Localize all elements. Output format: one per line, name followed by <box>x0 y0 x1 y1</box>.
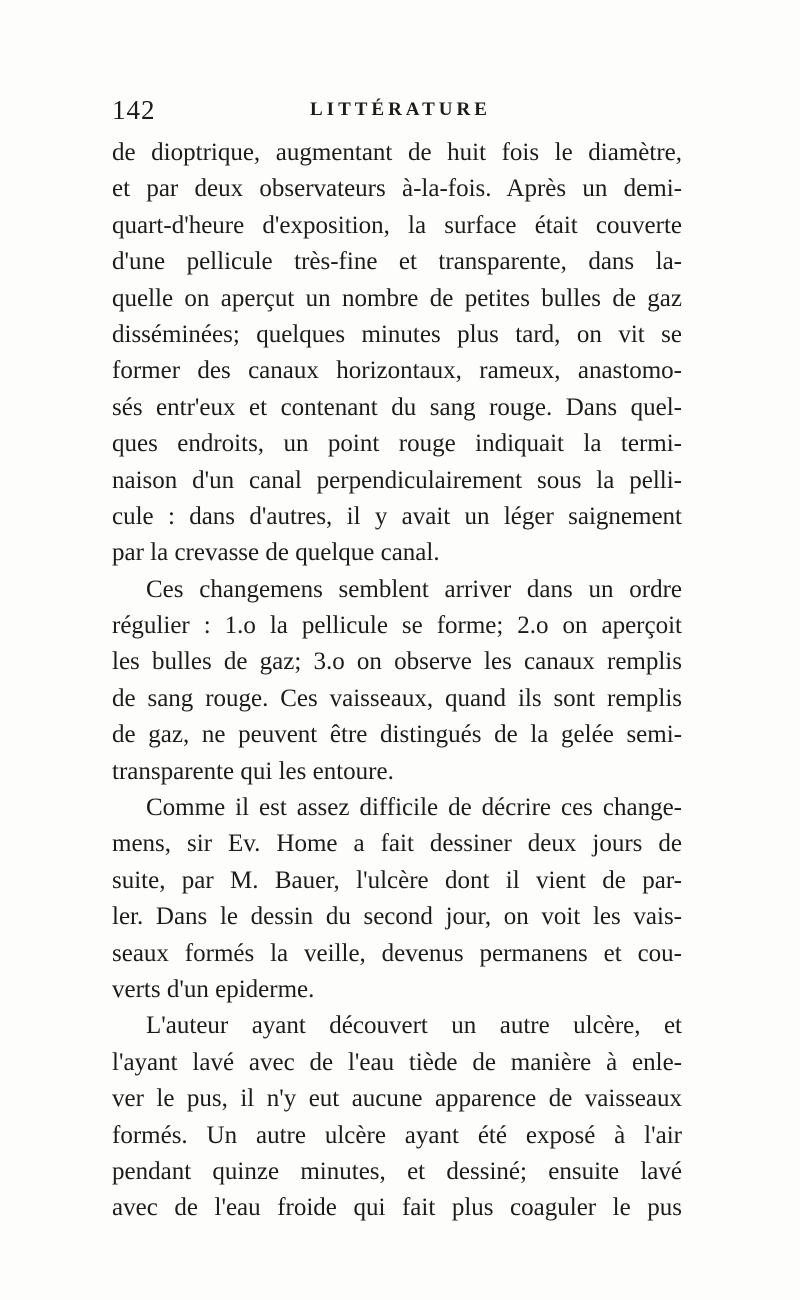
text-line: suite, par M. Bauer, l'ulcère dont il vient de par- <box>112 866 682 894</box>
page-header <box>112 95 682 125</box>
text-line: L'auteur ayant découvert un autre ulcère, et <box>146 1012 682 1040</box>
text-line: Ces changemens semblent arriver dans un ordre <box>146 575 682 603</box>
paragraph <box>112 135 682 572</box>
text-line: d'une pellicule très-fine et transparente, dans la- <box>112 248 682 276</box>
page-number: 142 <box>112 95 156 125</box>
text-line: mens, sir Ev. Home a fait dessiner deux jours de <box>112 830 682 858</box>
text-line: sés entr'eux et contenant du sang rouge. Dans quel- <box>112 393 682 421</box>
text-line: de sang rouge. Ces vaisseaux, quand ils sont remplis <box>112 684 682 712</box>
text-line: l'ayant lavé avec de l'eau tiède de manière à enle- <box>112 1048 682 1076</box>
body-text <box>112 135 682 1227</box>
text-line: seaux formés la veille, devenus permanens et cou- <box>112 939 682 967</box>
text-line: disséminées; quelques minutes plus tard, on vit se <box>112 320 682 348</box>
text-line: pendant quinze minutes, et dessiné; ensuite lavé <box>112 1157 682 1185</box>
text-line: transparente qui les entoure. <box>112 757 394 785</box>
running-head: LITTÉRATURE <box>310 99 491 120</box>
text-line: formés. Un autre ulcère ayant été exposé à l'air <box>112 1121 682 1149</box>
text-line: ver le pus, il n'y eut aucune apparence de vaisseaux <box>112 1085 682 1113</box>
text-line: les bulles de gaz; 3.o on observe les canaux remplis <box>112 648 682 676</box>
text-line: quelle on aperçut un nombre de petites bulles de gaz <box>112 284 682 312</box>
text-line: Comme il est assez difficile de décrire ces change- <box>146 794 682 822</box>
text-line: régulier : 1.o la pellicule se forme; 2.o on aperçoit <box>112 612 682 640</box>
text-line: naison d'un canal perpendiculairement sous la pelli- <box>112 466 682 494</box>
text-line: et par deux observateurs à-la-fois. Après un demi- <box>112 175 682 203</box>
text-line: cule : dans d'autres, il y avait un léger saignement <box>112 502 682 530</box>
text-line: verts d'un epiderme. <box>112 975 315 1003</box>
text-line: par la crevasse de quelque canal. <box>112 539 440 567</box>
text-line: de gaz, ne peuvent être distingués de la gelée semi- <box>112 721 682 749</box>
paragraph <box>112 1008 682 1226</box>
text-line: former des canaux horizontaux, rameux, anastomo- <box>112 357 682 385</box>
paragraph <box>112 790 682 1008</box>
text-line: de dioptrique, augmentant de huit fois le diamètre, <box>112 139 682 166</box>
text-line: quart-d'heure d'exposition, la surface était couverte <box>112 211 682 239</box>
paragraph <box>112 572 682 790</box>
text-line: ques endroits, un point rouge indiquait la termi- <box>112 430 682 458</box>
text-line: ler. Dans le dessin du second jour, on voit les vais- <box>112 903 682 931</box>
text-line: avec de l'eau froide qui fait plus coaguler le pus <box>112 1194 682 1222</box>
